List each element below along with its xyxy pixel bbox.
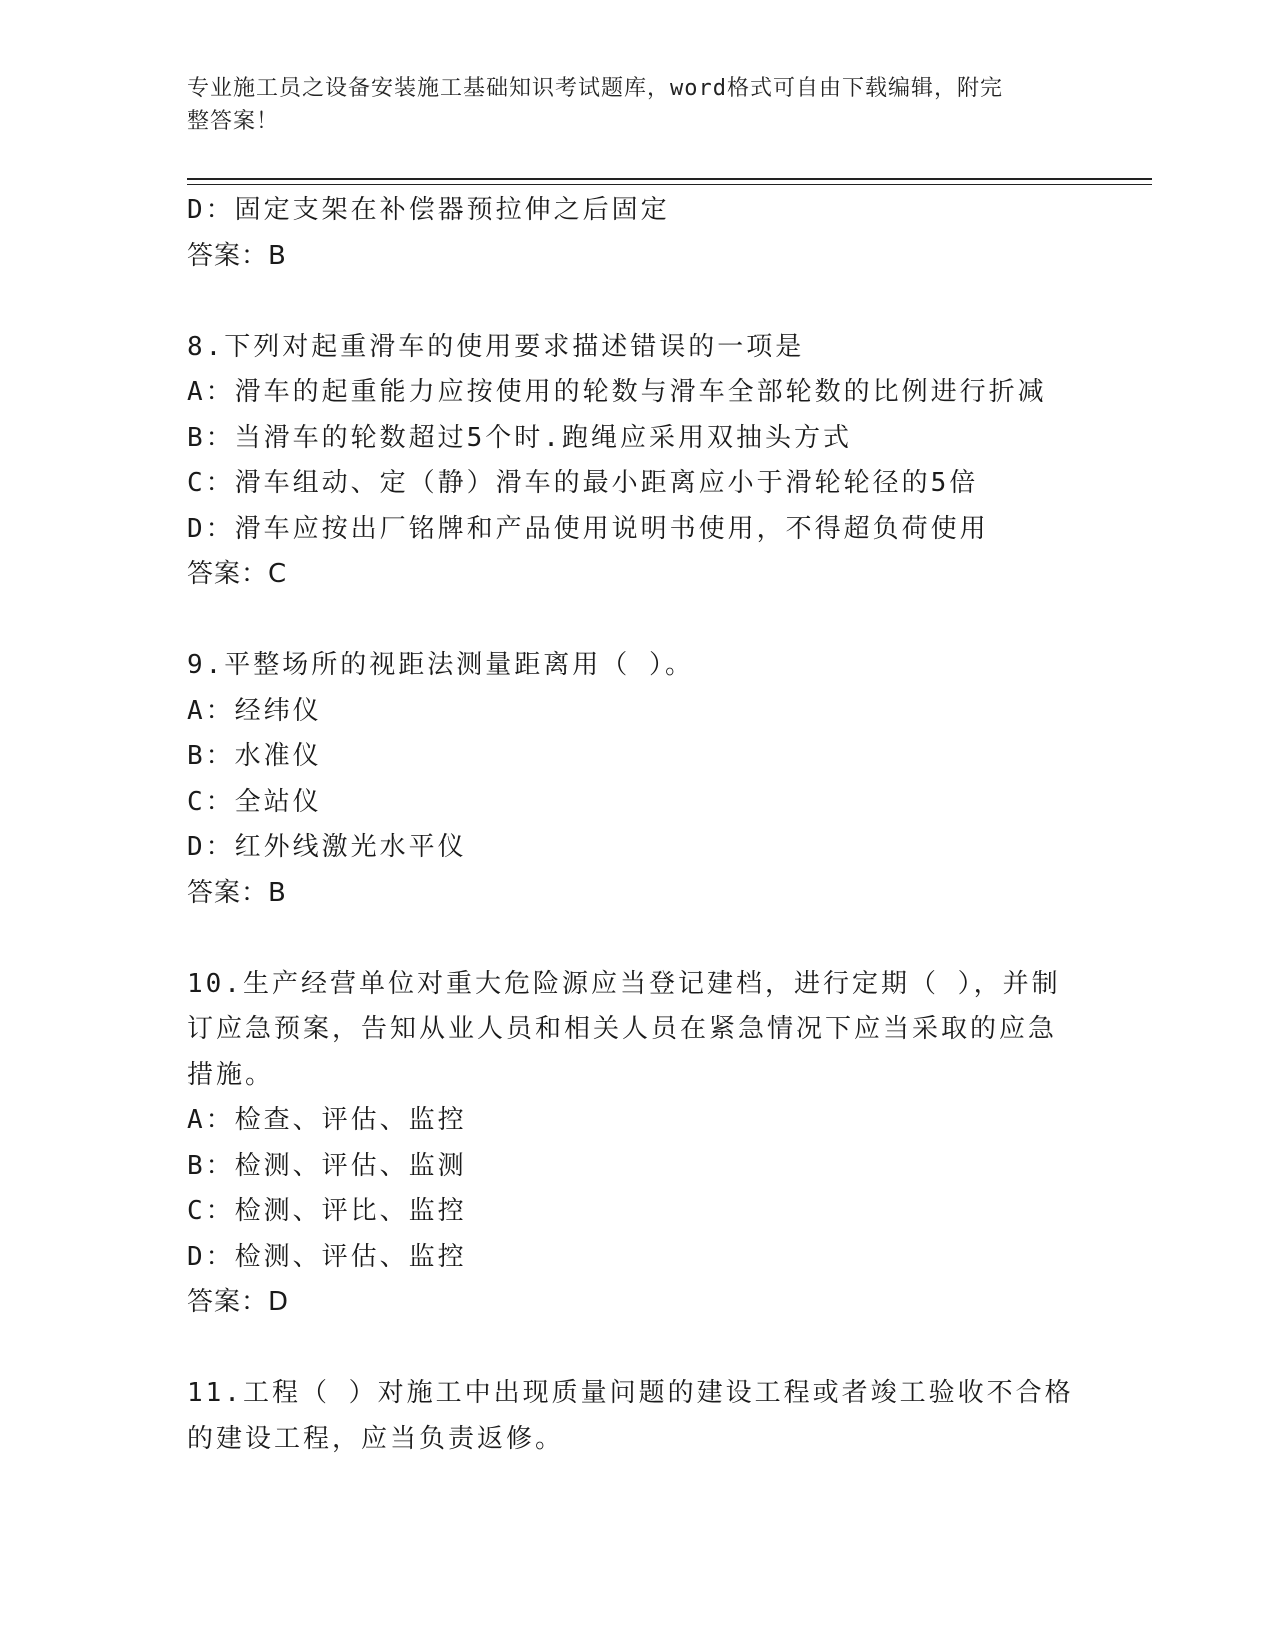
q9-option-c: C：全站仪 (187, 786, 322, 817)
q10-answer: 答案：D (187, 1287, 290, 1317)
q11-stem-line-1: 11.工程（ ）对施工中出现质量问题的建设工程或者竣工验收不合格 (187, 1378, 1074, 1408)
question-8 (187, 325, 1077, 598)
question-7 (187, 188, 1077, 279)
q7-answer: 答案：B (187, 240, 287, 271)
q10-option-a: A：检查、评估、监控 (187, 1105, 467, 1135)
question-11 (187, 1371, 1077, 1462)
q8-option-a: A：滑车的起重能力应按使用的轮数与滑车全部轮数的比例进行折减 (187, 377, 1047, 407)
header-title-line-1: 专业施工员之设备安装施工基础知识考试题库，word格式可自由下载编辑，附完 (187, 76, 1003, 101)
header-title-line-2: 整答案！ (187, 109, 280, 134)
q8-option-d: D：滑车应按出厂铭牌和产品使用说明书使用，不得超负荷使用 (187, 513, 989, 544)
q9-stem: 9.平整场所的视距法测量距离用（ ）。 (187, 650, 694, 680)
q9-answer: 答案：B (187, 877, 287, 908)
spacer (187, 916, 1077, 962)
q8-option-c: C：滑车组动、定（静）滑车的最小距离应小于滑轮轮径的5倍 (187, 468, 979, 498)
q10-stem-line-2: 订应急预案，告知从业人员和相关人员在紧急情况下应当采取的应急 (187, 1014, 1058, 1044)
q10-option-c: C：检测、评比、监控 (187, 1196, 467, 1226)
q10-stem-line-3: 措施。 (187, 1059, 275, 1090)
spacer (187, 279, 1077, 325)
question-list (187, 188, 1077, 1462)
q9-option-a: A：经纬仪 (187, 695, 322, 726)
q9-option-b: B：水准仪 (187, 741, 322, 771)
header-divider-thin (187, 184, 1152, 185)
question-10 (187, 962, 1077, 1326)
spacer (187, 598, 1077, 644)
spacer (187, 1326, 1077, 1372)
document-header (187, 72, 1067, 138)
q10-stem-line-1: 10.生产经营单位对重大危险源应当登记建档，进行定期（ ），并制 (187, 968, 1061, 999)
q8-stem: 8.下列对起重滑车的使用要求描述错误的一项是 (187, 331, 805, 362)
q8-answer: 答案：C (187, 559, 288, 589)
header-divider-thick (187, 178, 1152, 180)
question-9 (187, 643, 1077, 916)
q8-option-b: B：当滑车的轮数超过5个时.跑绳应采用双抽头方式 (187, 422, 852, 453)
q7-option-d: D：固定支架在补偿器预拉伸之后固定 (187, 195, 670, 225)
q11-stem-line-2: 的建设工程，应当负责返修。 (187, 1423, 565, 1454)
q9-option-d: D：红外线激光水平仪 (187, 832, 467, 862)
q10-option-d: D：检测、评估、监控 (187, 1241, 467, 1272)
q10-option-b: B：检测、评估、监测 (187, 1150, 467, 1181)
